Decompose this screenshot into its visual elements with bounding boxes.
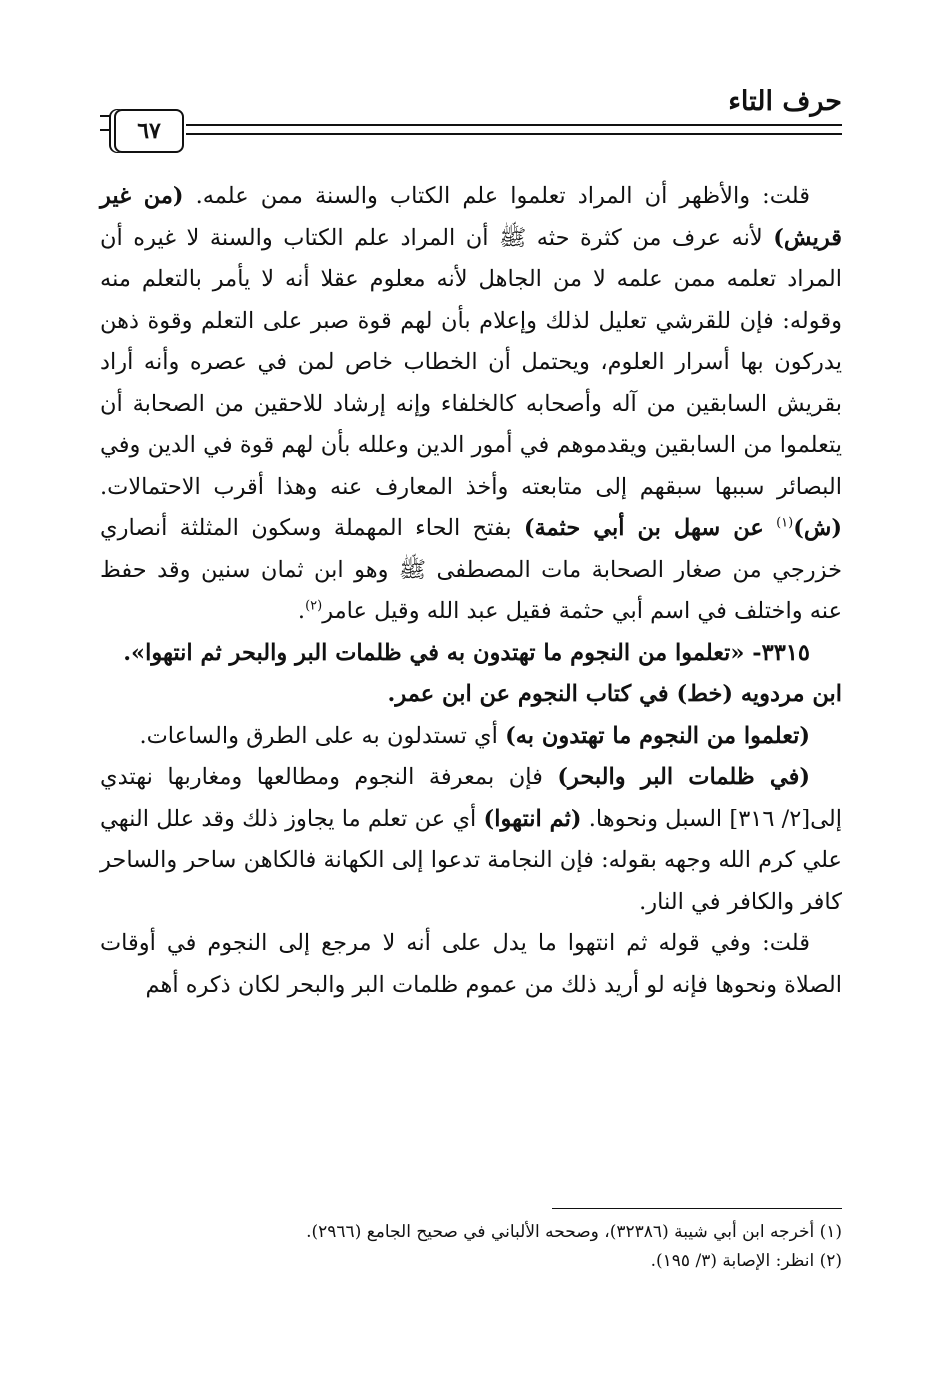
text-run: .	[297, 598, 306, 624]
bold-quote: (ثم انتهوا)	[483, 805, 582, 832]
footnote-ref-1[interactable]: (١)	[776, 515, 794, 531]
bold-quote: (تعلموا من النجوم ما تهتدون به)	[505, 722, 810, 749]
footnote-separator	[552, 1208, 842, 1209]
text-run: بفتح الحاء المهملة وسكون المثلثة أنصاري خزرجي من صغار الصحابة مات المصطفى ﷺ وهو ابن ثمان سنين وقد حفظ عنه واختلف في اسم أبي حثمة فقيل عبد الله وقيل عامر	[100, 515, 842, 624]
body-text	[100, 176, 842, 1006]
paragraph-commentary-4: قلت: وفي قوله ثم انتهوا ما يدل على أنه لا مرجع إلى النجوم في أوقات الصلاة ونحوها فإنه لو أريد ذلك من عموم ظلمات البر والبحر لكان ذكره أهم	[100, 930, 842, 998]
paragraph-commentary-3	[100, 757, 842, 923]
text-run: أي تستدلون به على الطرق والساعات.	[139, 722, 506, 749]
bold-quote: (في ظلمات البر والبحر)	[557, 764, 810, 790]
text-run: أي عن تعلم ما يجاوز ذلك وقد علل النهي علي كرم الله وجهه بقوله: فإن النجامة تدعوا إلى الكهانة فالكاهن ساحر والساحر كافر والكافر في النار.	[100, 805, 842, 915]
page-number: ٦٧	[114, 109, 184, 153]
text-run: لأنه عرف من كثرة حثه ﷺ أن المراد علم الكتاب والسنة لا غيره أن المراد تعلمه ممن علمه لا من الجاهل لأنه معلوم عقلا أنه لا يأمر بالتعلم منه وقوله: فإن للقرشي تعليل لذلك وإعلام بأن لهم قوة صبر على التعلم وقوة ذهن يدركون بها أسرار العلوم، ويحتمل أن الخطاب خاص لمن في عصره وأنه أراد بقريش السابقين من آله وأصحابه كالخلفاء وإنه إرشاد للاحقين من الصحابة أن يتعلموا من السابقين ويقدموهم في أمور الدين وعلله بأن لهم قوة في الدين وفي البصائر سببها سبقهم إلى متابعته وأخذ المعارف عنه وهذا أقرب الاحتمالات.	[100, 224, 842, 500]
footnote-2: (٢) انظر: الإصابة (٣/ ١٩٥).	[650, 1251, 842, 1271]
text-run	[764, 515, 776, 541]
paragraph-commentary-1	[100, 176, 842, 633]
header-rule-end-mark	[100, 115, 110, 131]
bold-narrator: عن سهل بن أبي حثمة)	[523, 515, 764, 541]
running-title: حرف التاء	[728, 86, 842, 117]
text-run: قلت: والأظهر أن المراد تعلموا علم الكتاب والسنة ممن علمه.	[183, 183, 810, 209]
footnote-1: (١) أخرجه ابن أبي شيبة (٣٢٣٨٦)، وصححه الألباني في صحيح الجامع (٢٩٦٦).	[306, 1222, 842, 1242]
footnote-ref-2[interactable]: (٢)	[305, 598, 323, 614]
bold-abbrev: (ش)	[793, 515, 842, 541]
text-run: فإن بمعرفة النجوم ومطالعها ومغاربها نهتدي إلى[٢/ ٣١٦] السبل ونحوها.	[100, 764, 843, 832]
bold-quote: (من غير قريش)	[100, 183, 842, 251]
header-rule	[186, 124, 842, 135]
hadith-source: ابن مردويه (خط) في كتاب النجوم عن ابن عمر.	[387, 681, 842, 707]
paragraph-commentary-2	[100, 716, 842, 758]
footnotes	[100, 1218, 842, 1276]
hadith-entry-3315: ٣٣١٥- «تعلموا من النجوم ما تهتدون به في ظلمات البر والبحر ثم انتهوا».	[123, 639, 810, 666]
